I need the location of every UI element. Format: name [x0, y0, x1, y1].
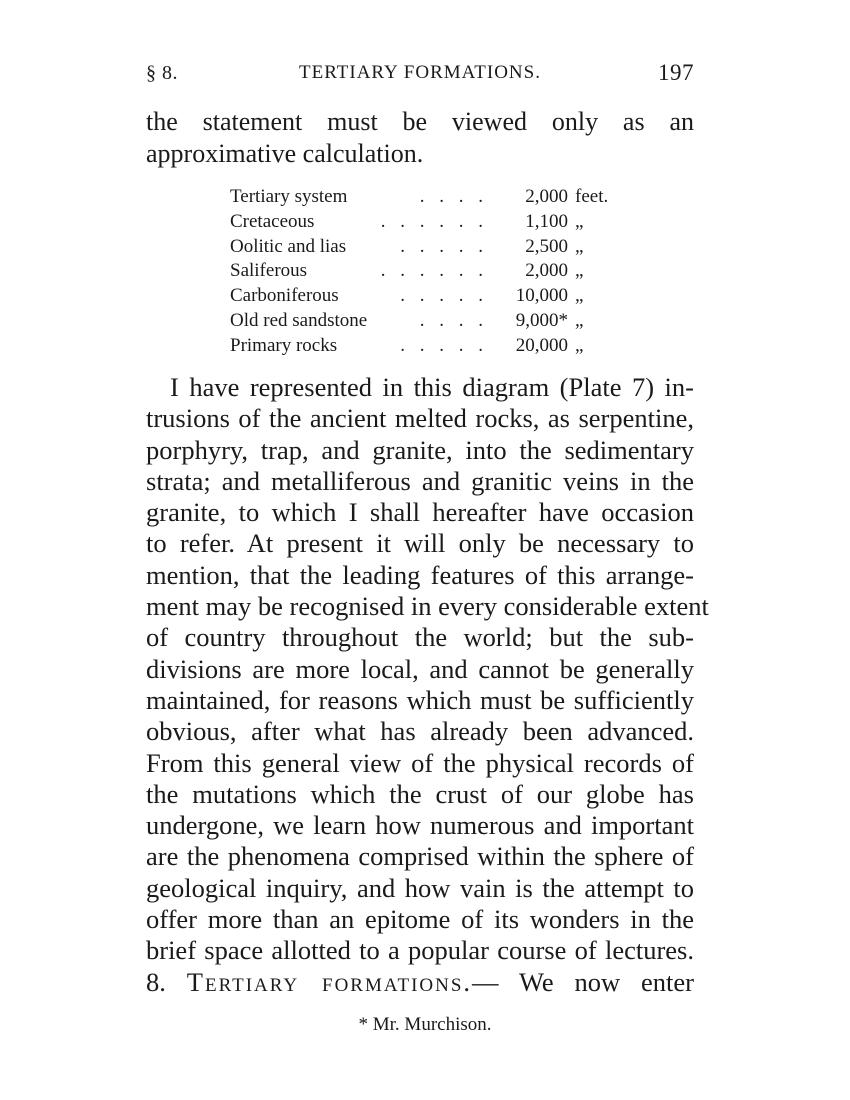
section-heading-line	[146, 966, 694, 998]
running-title: TERTIARY FORMATIONS.	[299, 62, 541, 83]
section-continuation: — We now enter	[472, 967, 694, 997]
text-line: the mutations which the crust of our globe has	[146, 778, 694, 809]
table-cell-formation: Old red sandstone	[230, 309, 368, 331]
text-line: mention, that the leading features of this arrange-	[146, 559, 694, 590]
table-row	[230, 185, 630, 210]
table-row	[230, 309, 630, 334]
table-cell-thickness: 1,100	[525, 210, 568, 232]
table-cell-unit: „	[575, 260, 584, 282]
text-line: ment may be recognised in every considerable extent	[146, 591, 709, 622]
text-line: porphyry, trap, and granite, into the sedimentary	[146, 434, 694, 465]
table-cell-thickness: 2,000	[525, 186, 568, 207]
text-line: of country throughout the world; but the sub-	[146, 622, 694, 653]
table-cell-unit: „	[575, 210, 584, 232]
table-cell-formation: Saliferous	[230, 260, 308, 282]
text-line: I have represented in this diagram (Plate 7) in-	[170, 372, 694, 402]
table-cell-formation: Cretaceous	[230, 210, 315, 232]
table-cell-thickness: 2,500	[525, 235, 568, 257]
footnote: * Mr. Murchison.	[358, 1014, 492, 1035]
table-row	[230, 334, 630, 359]
table-cell-leader: . . . . .	[400, 285, 488, 307]
text-line: undergone, we learn how numerous and important	[146, 810, 694, 841]
table-row	[230, 259, 630, 284]
text-line: granite, to which I shall hereafter have occasion	[146, 497, 694, 528]
text-line: offer more than an epitome of its wonders in the	[146, 904, 694, 935]
page-number: 197	[658, 60, 694, 85]
table-cell-unit: feet.	[575, 186, 609, 207]
text-line: strata; and metalliferous and granitic veins in the	[146, 465, 694, 496]
table-row	[230, 284, 630, 309]
table-row	[230, 235, 630, 260]
table-cell-leader: . . . . .	[400, 235, 488, 257]
section-title: Tertiary formations.	[186, 967, 473, 997]
section-number: 8.	[146, 967, 166, 997]
text-line: geological inquiry, and how vain is the attempt to	[146, 872, 694, 903]
table-cell-thickness: 9,000*	[515, 309, 568, 331]
running-head	[146, 62, 694, 88]
text-line: to refer. At present it will only be necessary to	[146, 528, 694, 559]
lead-paragraph: the statement must be viewed only as an approximative calculation.	[146, 107, 694, 168]
table-row	[230, 210, 630, 235]
table-cell-unit: „	[575, 309, 584, 331]
text-line: obvious, after what has already been advanced.	[146, 716, 694, 747]
table-cell-formation: Primary rocks	[230, 334, 338, 356]
text-line: trusions of the ancient melted rocks, as serpentine,	[146, 403, 694, 434]
table-cell-formation: Oolitic and lias	[230, 235, 347, 257]
table-cell-leader: . . . . . .	[380, 260, 488, 282]
table-cell-leader: . . . .	[419, 309, 488, 331]
table-cell-unit: „	[575, 235, 584, 257]
section-marker: § 8.	[146, 62, 178, 84]
table-cell-unit: „	[575, 334, 584, 356]
table-cell-leader: . . . .	[419, 186, 488, 207]
text-line: are the phenomena comprised within the sphere of	[146, 841, 694, 872]
text-line: From this general view of the physical records of	[146, 747, 694, 778]
table-cell-leader: . . . . .	[400, 334, 488, 356]
thickness-table	[230, 185, 630, 359]
table-cell-thickness: 10,000	[515, 285, 568, 307]
table-cell-thickness: 2,000	[525, 260, 568, 282]
text-line: divisions are more local, and cannot be generally	[146, 653, 694, 684]
table-cell-leader: . . . . . .	[380, 210, 488, 232]
main-paragraph	[146, 372, 709, 967]
table-cell-thickness: 20,000	[515, 334, 568, 356]
text-line: brief space allotted to a popular course of lectures.	[146, 935, 694, 966]
table-cell-formation: Tertiary system	[230, 186, 348, 207]
table-cell-formation: Carboniferous	[230, 285, 339, 307]
text-line: maintained, for reasons which must be sufficiently	[146, 684, 694, 715]
table-cell-unit: „	[575, 285, 584, 307]
